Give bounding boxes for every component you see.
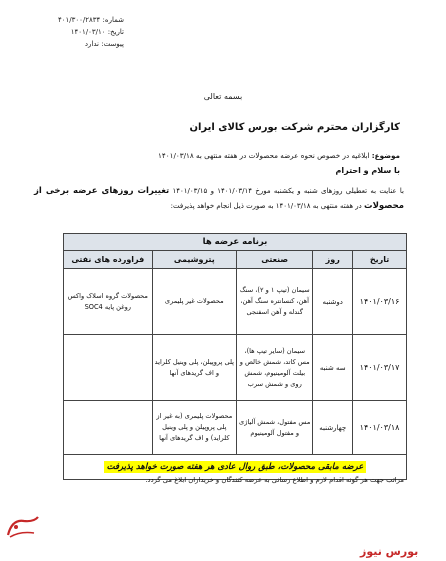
header-date: تاریخ: [353, 251, 407, 269]
table-row: [64, 335, 407, 401]
table-row: [64, 269, 407, 335]
header-day: روز: [313, 251, 353, 269]
row-date: ۱۴۰۱/۰۳/۱۸: [353, 401, 407, 455]
table-title: برنامه عرضه ها: [64, 234, 407, 251]
subject-text: ابلاغیه در خصوص نحوه عرضه محصولات در هفته منتهی به ۱۴۰۱/۰۳/۱۸: [158, 151, 372, 160]
row-industrial: سیمان (سایر تیپ ها)، مس کاتد، شمش خالص و بیلت آلومینیوم، شمش روی و شمش سرب: [237, 335, 313, 401]
row-industrial: مس مفتول، شمش آلیاژی و مفتول آلومینیوم: [237, 401, 313, 455]
subject-label: موضوع:: [371, 151, 400, 160]
body-bold: تغییرات روزهای عرضه برخی از محصولات: [34, 186, 404, 211]
row-petrochemical: محصولات غیر پلیمری: [152, 269, 236, 335]
row-oil: محصولات گروه اسلاک واکس روغن پایه SOC4: [64, 269, 153, 335]
brand-watermark: بورس نیوز: [360, 545, 419, 558]
row-petrochemical: پلی پروپیلن، پلی وینیل کلراید و اف گریدهای آنها: [152, 335, 236, 401]
row-industrial: سیمان (تیپ ۱ و ۲)، سنگ آهن، کنسانتره سنگ آهن، گندله و آهن اسفنجی: [237, 269, 313, 335]
row-day: دوشنبه: [313, 269, 353, 335]
header-industrial: صنعتی: [237, 251, 313, 269]
row-oil: [64, 335, 153, 401]
body-part2: در هفته منتهی به ۱۴۰۱/۰۳/۱۸ به صورت ذیل انجام خواهد پذیرفت:: [170, 202, 365, 210]
header-petrochemical: پتروشیمی: [152, 251, 236, 269]
header-oil: فراورده های نفتی: [64, 251, 153, 269]
closing-line: مراتب جهت هر گونه اقدام لازم و اطلاع رسانی به عرضه کنندگان و خریداران ابلاغ می گردد.: [145, 476, 404, 484]
table-row: [64, 401, 407, 455]
letter-attachment: پیوست: ندارد: [84, 40, 124, 48]
row-petrochemical: محصولات پلیمری (به غیر از پلی پروپیلن و پلی وینیل کلراید) و اف گریدهای آنها: [152, 401, 236, 455]
letter-number: شماره: ۴۰۱/۳۰۰/۲۸۳۴: [57, 16, 124, 24]
greeting: با سلام و احترام: [335, 166, 400, 175]
row-day: چهارشنبه: [313, 401, 353, 455]
row-day: سه شنبه: [313, 335, 353, 401]
row-date: ۱۴۰۱/۰۳/۱۶: [353, 269, 407, 335]
body-paragraph: [34, 184, 404, 214]
subject-line: [40, 150, 400, 162]
basmala: بسمه تعالی: [203, 92, 243, 101]
letter-meta: [44, 14, 124, 50]
offering-schedule-table: [63, 233, 407, 480]
table-title-row: [64, 234, 407, 251]
highlighted-note: عرضه مابقی محصولات، طبق روال عادی هر هفته صورت خواهد پذیرفت: [104, 461, 367, 473]
row-oil: [64, 401, 153, 455]
table-header-row: [64, 251, 407, 269]
seal-logo-icon: [4, 513, 44, 541]
row-date: ۱۴۰۱/۰۳/۱۷: [353, 335, 407, 401]
recipient-heading: کارگزاران محترم شرکت بورس کالای ایران: [189, 122, 400, 133]
letter-date: تاریخ: ۱۴۰۱/۰۳/۱۰: [70, 28, 124, 36]
body-part1: با عنایت به تعطیلی روزهای شنبه و یکشنبه مورخ ۱۴۰۱/۰۳/۱۴ و ۱۴۰۱/۰۳/۱۵: [169, 187, 404, 195]
